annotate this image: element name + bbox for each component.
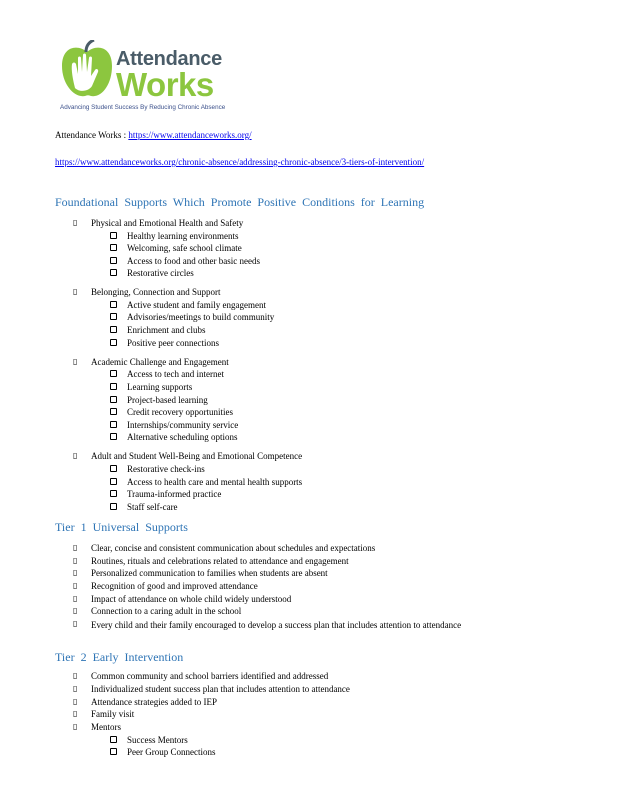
- bullet-icon: ▯: [73, 543, 78, 552]
- bullet-circle-icon: [110, 339, 117, 346]
- reference-link-tiers[interactable]: https://www.attendanceworks.org/chronic-absence/addressing-chronic-absence/3-tiers-of-intervention/: [55, 157, 425, 167]
- section-heading-foundational: Foundational Supports Which Promote Positive Conditions for Learning: [55, 195, 425, 209]
- reference-link-home[interactable]: https://www.attendanceworks.org/: [128, 130, 252, 140]
- bullet-circle-icon: [110, 396, 117, 403]
- logo-word-attendance: Attendance: [116, 48, 222, 70]
- bullet-circle-icon: [110, 478, 117, 485]
- bullet-icon: ▯: [73, 581, 78, 590]
- bullet-circle-icon: [110, 748, 117, 755]
- bullet-icon: ▯: [73, 671, 78, 680]
- bullet-circle-icon: [110, 408, 117, 415]
- bullet-circle-icon: [110, 370, 117, 377]
- logo-word-works: Works: [116, 66, 214, 103]
- bullet-circle-icon: [110, 301, 117, 308]
- bullet-icon: ▯: [73, 218, 78, 227]
- bullet-circle-icon: [110, 433, 117, 440]
- bullet-circle-icon: [110, 313, 117, 320]
- apple-hand-icon: [58, 40, 116, 102]
- section-heading-tier1: Tier 1 Universal Supports: [55, 520, 188, 534]
- bullet-circle-icon: [110, 232, 117, 239]
- reference-line-2: [55, 157, 424, 167]
- bullet-icon: ▯: [73, 722, 78, 731]
- bullet-circle-icon: [110, 490, 117, 497]
- bullet-icon: ▯: [73, 556, 78, 565]
- bullet-icon: ▯: [73, 684, 78, 693]
- bullet-circle-icon: [110, 326, 117, 333]
- bullet-icon: ▯: [73, 287, 78, 296]
- bullet-circle-icon: [110, 421, 117, 428]
- attendance-works-logo: [58, 40, 228, 120]
- bullet-icon: ▯: [73, 619, 78, 628]
- bullet-icon: ▯: [73, 709, 78, 718]
- bullet-circle-icon: [110, 257, 117, 264]
- bullet-icon: ▯: [73, 594, 78, 603]
- bullet-circle-icon: [110, 736, 117, 743]
- section-heading-tier2: Tier 2 Early Intervention: [55, 650, 184, 664]
- reference-label: Attendance Works :: [55, 130, 127, 140]
- reference-line-1: [55, 130, 252, 140]
- bullet-icon: ▯: [73, 568, 78, 577]
- bullet-icon: ▯: [73, 357, 78, 366]
- bullet-icon: ▯: [73, 606, 78, 615]
- bullet-icon: ▯: [73, 697, 78, 706]
- bullet-circle-icon: [110, 269, 117, 276]
- bullet-icon: ▯: [73, 451, 78, 460]
- bullet-circle-icon: [110, 465, 117, 472]
- bullet-circle-icon: [110, 244, 117, 251]
- bullet-circle-icon: [110, 383, 117, 390]
- bullet-circle-icon: [110, 503, 117, 510]
- logo-tagline: Advancing Student Success By Reducing Chronic Absence: [60, 104, 226, 111]
